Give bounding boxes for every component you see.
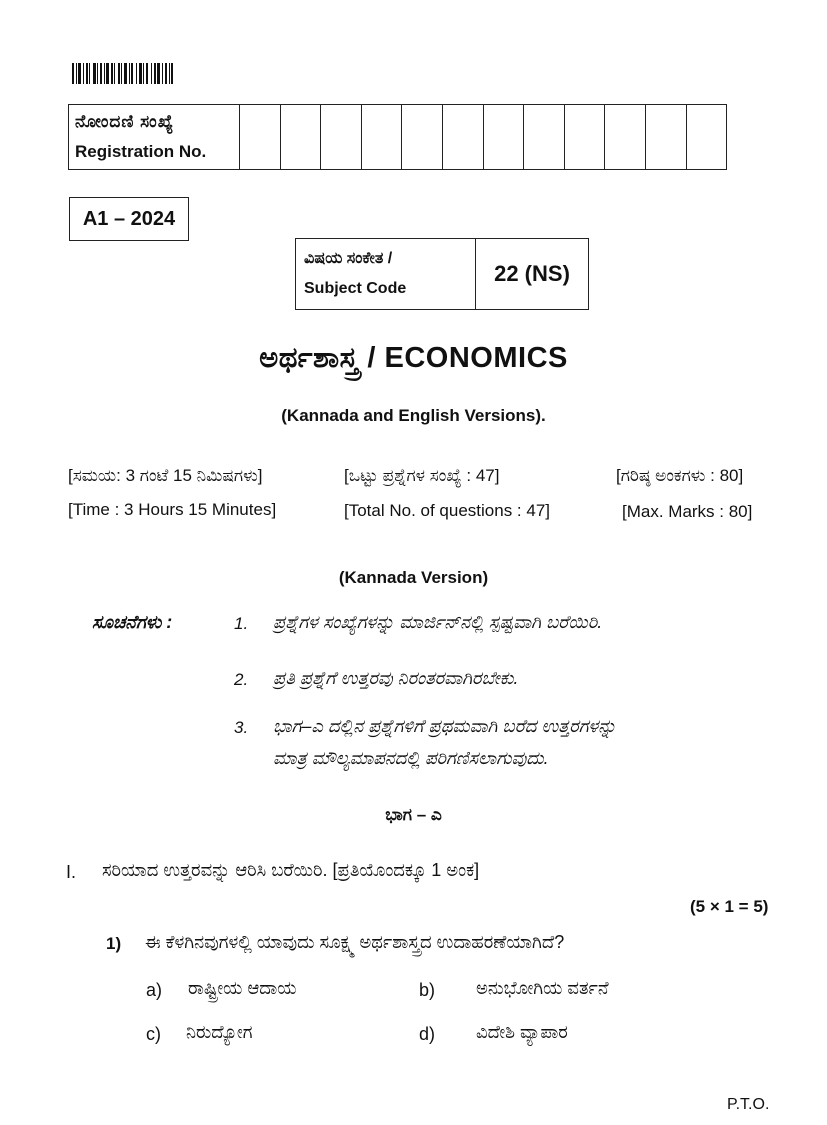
time-english: [Time : 3 Hours 15 Minutes] <box>68 500 277 519</box>
instruction-number: 1. <box>234 614 249 633</box>
max-marks-kannada: [ಗರಿಷ್ಠ ಅಂಕಗಳು : 80] <box>616 466 744 485</box>
question-group-text: ಸರಿಯಾದ ಉತ್ತರವನ್ನು ಆರಿಸಿ ಬರೆಯಿರಿ. [ಪ್ರತಿಯೊಂದಕ್ಕೂ 1 ಅಂಕ] <box>102 860 480 880</box>
registration-box[interactable] <box>240 105 281 170</box>
version-heading: (Kannada Version) <box>338 568 489 587</box>
registration-box[interactable] <box>361 105 402 170</box>
question-group-number: I. <box>66 862 77 882</box>
registration-label-kannada: ನೋಂದಣಿ ಸಂಖ್ಯೆ <box>75 112 175 131</box>
registration-box[interactable] <box>605 105 646 170</box>
subject-code-value: 22 (NS) <box>476 239 589 310</box>
registration-table <box>68 104 727 170</box>
subject-code-label <box>296 239 476 310</box>
registration-label <box>69 105 240 170</box>
registration-box[interactable] <box>280 105 321 170</box>
total-questions-kannada: [ಒಟ್ಟು ಪ್ರಶ್ನೆಗಳ ಸಂಖ್ಯೆ : 47] <box>344 466 500 485</box>
instruction-line: ಭಾಗ–ಎ ದಲ್ಲಿನ ಪ್ರಶ್ನೆಗಳಿಗೆ ಪ್ರಥಮವಾಗಿ ಬರೆದ ಉತ್ತರಗಳನ್ನು <box>273 716 617 736</box>
question-text: ಈ ಕೆಳಗಿನವುಗಳಲ್ಲಿ ಯಾವುದು ಸೂಕ್ಷ್ಮ ಅರ್ಥಶಾಸ್ತ್ರದ ಉದಾಹರಣೆಯಾಗಿದೆ? <box>145 932 565 952</box>
max-marks-english: [Max. Marks : 80] <box>622 502 753 521</box>
option-letter: c) <box>146 1024 161 1044</box>
option-text: ನಿರುದ್ಯೋಗ <box>186 1022 253 1042</box>
total-questions-english: [Total No. of questions : 47] <box>344 501 551 520</box>
option-text: ಅನುಭೋಗಿಯ ವರ್ತನೆ <box>476 978 609 998</box>
registration-box[interactable] <box>564 105 605 170</box>
barcode <box>72 63 188 84</box>
question-group-marks: (5 × 1 = 5) <box>690 897 769 916</box>
paper-title: ಅರ್ಥಶಾಸ್ತ್ರ / ECONOMICS <box>259 342 568 374</box>
registration-box[interactable] <box>524 105 565 170</box>
registration-box[interactable] <box>402 105 443 170</box>
registration-box[interactable] <box>686 105 727 170</box>
part-heading: ಭಾಗ – ಎ <box>385 805 442 824</box>
time-kannada: [ಸಮಯ: 3 ಗಂಟೆ 15 ನಿಮಿಷಗಳು] <box>68 466 263 485</box>
instruction-line: ಪ್ರಶ್ನೆಗಳ ಸಂಖ್ಯೆಗಳನ್ನು ಮಾರ್ಜಿನ್‌ನಲ್ಲಿ ಸ್ಪಷ್ಟವಾಗಿ ಬರೆಯಿರಿ. <box>273 612 603 632</box>
instruction-number: 3. <box>234 718 249 737</box>
instructions-label: ಸೂಚನೆಗಳು : <box>92 612 173 632</box>
page-turn-over: P.T.O. <box>727 1096 770 1113</box>
registration-box[interactable] <box>483 105 524 170</box>
question-number: 1) <box>106 934 122 953</box>
registration-box[interactable] <box>645 105 686 170</box>
subject-code-label-english: Subject Code <box>304 280 407 297</box>
subject-code-label-kannada: ವಿಷಯ ಸಂಕೇತ / <box>304 250 393 267</box>
registration-box[interactable] <box>321 105 362 170</box>
option-text: ರಾಷ್ಟ್ರೀಯ ಆದಾಯ <box>188 978 297 998</box>
instruction-number: 2. <box>234 670 249 689</box>
paper-subtitle: (Kannada and English Versions). <box>281 406 546 425</box>
subject-code-table <box>295 238 589 310</box>
option-letter: a) <box>146 980 163 1000</box>
option-letter: b) <box>419 980 436 1000</box>
registration-label-english: Registration No. <box>75 142 207 161</box>
option-text: ವಿದೇಶಿ ವ್ಯಾಪಾರ <box>476 1022 568 1042</box>
registration-box[interactable] <box>442 105 483 170</box>
instruction-line: ಪ್ರತಿ ಪ್ರಶ್ನೆಗೆ ಉತ್ತರವು ನಿರಂತರವಾಗಿರಬೇಕು. <box>273 668 519 688</box>
option-letter: d) <box>419 1024 436 1044</box>
instruction-line: ಮಾತ್ರ ಮೌಲ್ಯಮಾಪನದಲ್ಲಿ ಪರಿಗಣಿಸಲಾಗುವುದು. <box>273 748 549 768</box>
exam-code-box: A1 – 2024 <box>69 197 189 241</box>
